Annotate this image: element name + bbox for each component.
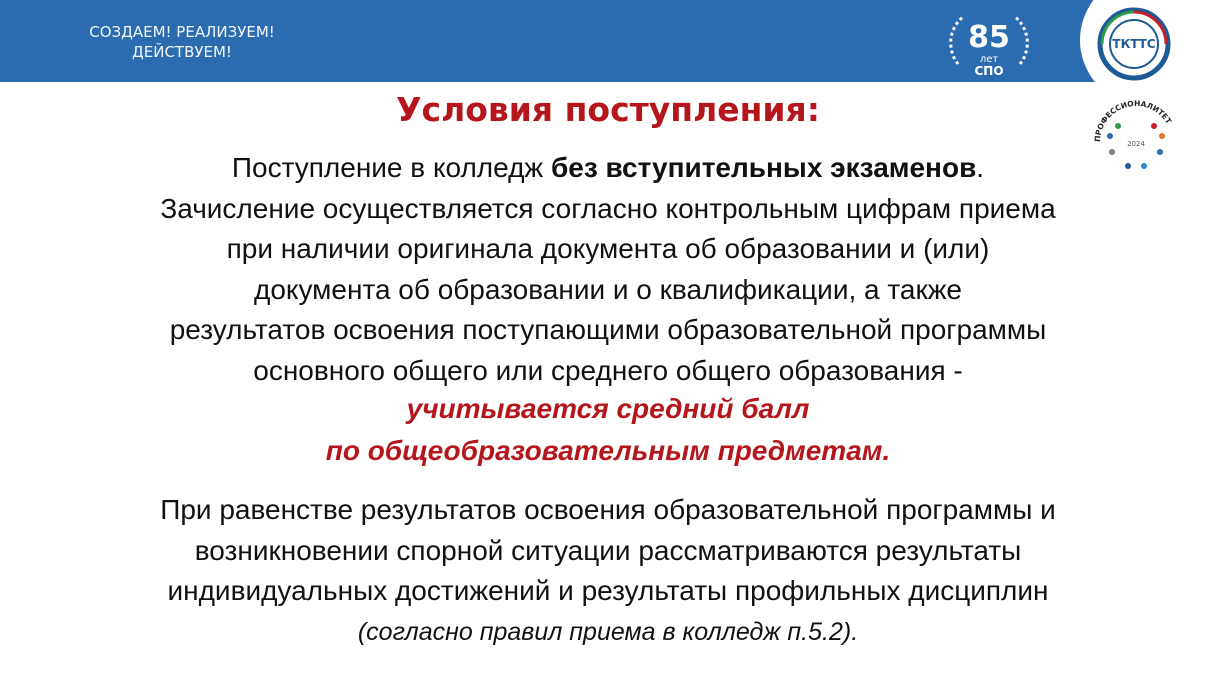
tie-line-1: При равенстве результатов освоения образовательной программы и bbox=[160, 494, 1056, 525]
anniversary-85-logo bbox=[944, 4, 1034, 80]
anniversary-org: СПО bbox=[974, 64, 1004, 78]
tie-line-3: индивидуальных достижений и результаты профильных дисциплин bbox=[167, 575, 1049, 606]
prof-logo-text: ПРОФЕССИОНАЛИТЕТ bbox=[1092, 98, 1174, 143]
line1-suffix: . bbox=[976, 152, 985, 183]
paragraph-line-4: документа об образовании и о квалификации, а также bbox=[254, 273, 962, 305]
paragraph-line-6: основного общего или среднего общего образования - bbox=[253, 354, 963, 386]
highlight-line-1: учитывается средний балл bbox=[406, 393, 810, 424]
line1-prefix: Поступление в колледж bbox=[231, 152, 551, 183]
anniversary-years: лет bbox=[979, 54, 999, 65]
paragraph-line-1 bbox=[40, 148, 1176, 189]
highlight-line-2: по общеобразовательным предметам. bbox=[325, 435, 891, 466]
paragraph-line-2: Зачисление осуществляется согласно контрольным цифрам приема bbox=[160, 192, 1056, 224]
tie-break-paragraph bbox=[40, 490, 1176, 652]
rules-reference-note: (согласно правил приема в колледж п.5.2). bbox=[357, 617, 859, 646]
college-logo-text: ТКТТС bbox=[1112, 37, 1156, 51]
prof-logo-year: 2024 bbox=[1127, 140, 1145, 148]
line1-bold: без вступительных экзаменов bbox=[550, 152, 977, 183]
slogan bbox=[62, 22, 302, 62]
slogan-line-2: ДЕЙСТВУЕМ! bbox=[132, 43, 232, 61]
paragraph-line-3: при наличии оригинала документа об образовании и (или) bbox=[226, 233, 990, 264]
slogan-line-1: СОЗДАЕМ! РЕАЛИЗУЕМ! bbox=[89, 23, 275, 41]
anniversary-number: 85 bbox=[968, 20, 1010, 55]
highlight-text bbox=[40, 388, 1176, 472]
admission-paragraph bbox=[40, 148, 1176, 391]
college-logo bbox=[1096, 6, 1172, 82]
paragraph-line-5: результатов освоения поступающими образовательной программы bbox=[169, 314, 1047, 345]
page-title: Условия поступления: bbox=[396, 90, 820, 129]
tie-line-2: возникновении спорной ситуации рассматриваются результаты bbox=[194, 534, 1022, 566]
